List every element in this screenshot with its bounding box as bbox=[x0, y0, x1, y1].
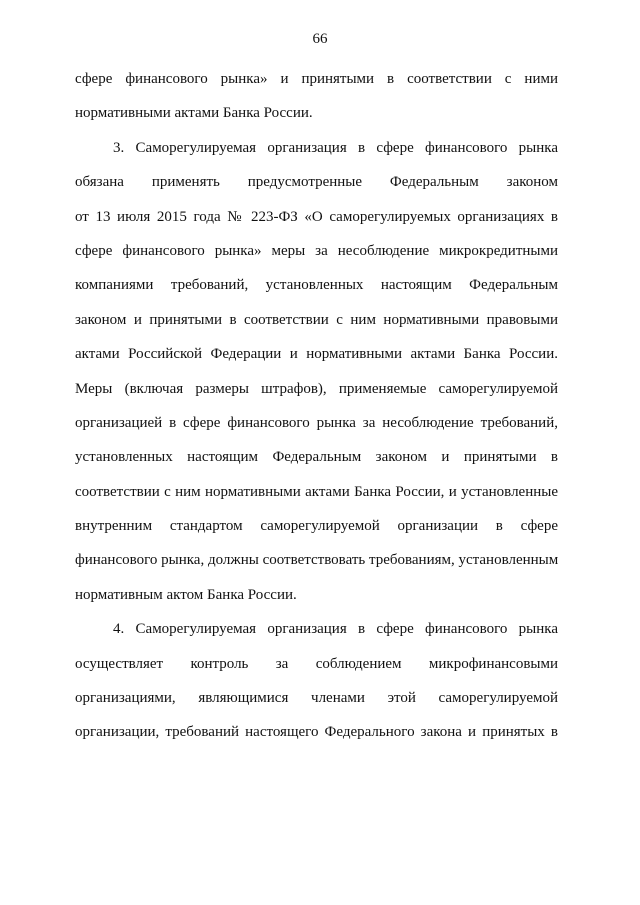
text-line: организациями, являющимися членами этой саморегулируемой bbox=[75, 690, 558, 707]
text-line: финансового рынка, должны соответствовать требованиям, установленным bbox=[75, 552, 559, 569]
paragraph-item-4 bbox=[75, 612, 558, 750]
text-line: от 13 июля 2015 года № 223-ФЗ «О саморегулируемых организациях в bbox=[75, 208, 558, 225]
text-line: организацией в сфере финансового рынка за несоблюдение требований, bbox=[75, 414, 558, 431]
text-line: 3. Саморегулируемая организация в сфере финансового рынка bbox=[113, 139, 558, 156]
text-line: внутренним стандартом саморегулируемой организации в сфере bbox=[75, 518, 558, 535]
page-number: 66 bbox=[312, 31, 328, 47]
text-line: законом и принятыми в соответствии с ним нормативными правовыми bbox=[75, 311, 558, 328]
paragraph-continuation bbox=[75, 62, 558, 131]
text-line: обязана применять предусмотренные Федеральным законом bbox=[75, 174, 558, 191]
text-line: Меры (включая размеры штрафов), применяемые саморегулируемой bbox=[75, 380, 558, 397]
text-line: 4. Саморегулируемая организация в сфере финансового рынка bbox=[113, 621, 558, 638]
text-line: компаниями требований, установленных настоящим Федеральным bbox=[75, 277, 558, 294]
document-body bbox=[75, 62, 558, 750]
text-line: осуществляет контроль за соблюдением микрофинансовыми bbox=[75, 655, 558, 672]
text-line: установленных настоящим Федеральным законом и принятыми в bbox=[75, 449, 558, 466]
text-line: сфере финансового рынка» меры за несоблюдение микрокредитными bbox=[75, 242, 558, 259]
text-line: нормативными актами Банка России. bbox=[75, 105, 313, 122]
text-line: соответствии с ним нормативными актами Банка России, и установленные bbox=[75, 483, 558, 500]
text-line: организации, требований настоящего Федерального закона и принятых в bbox=[75, 724, 558, 741]
text-line: нормативным актом Банка России. bbox=[75, 586, 297, 603]
text-line: актами Российской Федерации и нормативными актами Банка России. bbox=[75, 346, 558, 363]
paragraph-item-3 bbox=[75, 131, 558, 612]
text-line: сфере финансового рынка» и принятыми в соответствии с ними bbox=[75, 71, 558, 87]
